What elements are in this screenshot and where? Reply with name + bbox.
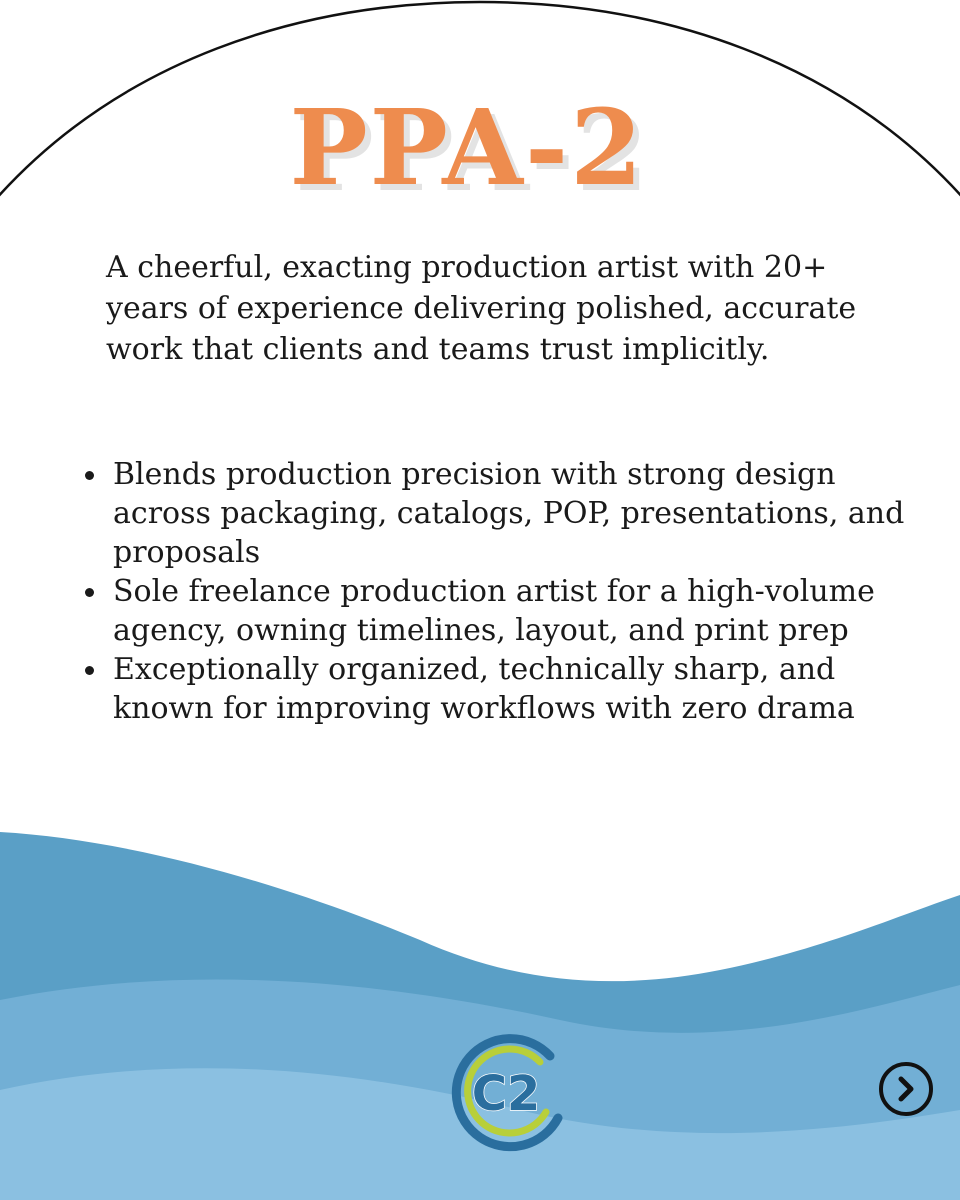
- next-button[interactable]: [878, 1061, 934, 1117]
- list-item: [80, 572, 920, 650]
- page-title: [0, 88, 934, 208]
- bullet-text: Exceptionally organized, technically sharp, and known for improving workflows with zero drama: [113, 652, 855, 726]
- bullet-text: Sole freelance production artist for a high-volume agency, owning timelines, layout, and print prep: [113, 574, 875, 648]
- list-item: [80, 455, 920, 572]
- list-item: [80, 650, 920, 728]
- bullet-list: [80, 455, 920, 728]
- summary-text: A cheerful, exacting production artist with 20+ years of experience delivering polished, accurate work that clients and teams trust implicitly.: [106, 250, 857, 367]
- c2-logo: [446, 1026, 576, 1154]
- bullet-dot: [85, 471, 94, 480]
- bullet-text: Blends production precision with strong design across packaging, catalogs, POP, presentations, and proposals: [113, 457, 905, 570]
- title-text: PPA-2: [289, 86, 645, 209]
- logo-text: C2: [471, 1066, 541, 1122]
- bullet-dot: [85, 588, 94, 597]
- bullet-dot: [85, 666, 94, 675]
- chevron-right-icon: [901, 1079, 911, 1099]
